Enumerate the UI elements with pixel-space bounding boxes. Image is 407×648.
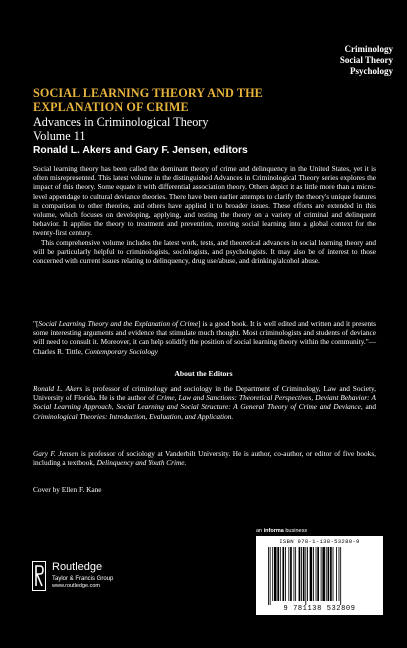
informa-brand: informa — [263, 528, 284, 534]
series-info — [33, 115, 208, 143]
bio-jensen-text-1: is professor of sociology at Vanderbilt University. He is author, co-author, or editor of five books, including a textbook, — [33, 449, 376, 468]
bio-akers-books-1: Crime, Law and Sanctions: Theoretical Perspectives, Deviant Behavior: A Social Learning Approach, Social Learning and Social Structure: A General Theory of Crime and Deviance, — [33, 393, 377, 412]
bio-akers-text-2: and — [362, 402, 376, 412]
bio-akers-text-1: is professor of criminology and sociology in the Department of Criminology, Law and Society, University of Florida. He is the author of — [33, 384, 377, 403]
book-title-line-2: EXPLANATION OF CRIME — [33, 100, 189, 114]
ean-digits: 9 781138 532809 — [283, 605, 356, 613]
bio-jensen — [33, 449, 376, 467]
bio-akers — [33, 384, 376, 421]
informa-prefix: an — [256, 528, 264, 534]
review-open: "[ — [33, 319, 39, 328]
routledge-mark-icon — [32, 561, 46, 591]
bio-jensen-name: Gary F. Jensen — [33, 449, 79, 458]
subject-social-theory: Social Theory — [339, 55, 393, 65]
subject-psychology: Psychology — [349, 66, 393, 76]
barcode-icon — [268, 547, 371, 605]
publisher-url: www.routledge.com — [52, 583, 100, 589]
informa-suffix: business — [283, 528, 308, 534]
bio-akers-books-2: Criminological Theories: Introduction, Evaluation, and Application. — [33, 411, 234, 421]
publisher-name: Routledge — [52, 561, 103, 573]
series-name: Advances in Criminological Theory — [33, 115, 209, 129]
about-editors-heading: About the Editors — [174, 369, 233, 378]
publisher-group: Taylor & Francis Group — [52, 576, 114, 582]
publisher-logo — [32, 561, 162, 595]
bio-jensen-books-1: Delinquency and Youth Crime. — [96, 458, 187, 468]
barcode-area — [256, 536, 383, 615]
editors-line: Ronald L. Akers and Gary F. Jensen, editors — [33, 145, 248, 156]
subject-categories — [340, 44, 393, 77]
cover-credit: Cover by Ellen F. Kane — [33, 485, 102, 494]
volume-number: Volume 11 — [33, 129, 86, 143]
review-book-title: Social Learning Theory and the Explanation of Crime — [38, 319, 199, 328]
isbn-label: ISBN 978-1-138-53280-9 — [279, 538, 360, 545]
bio-akers-name: Ronald L. Akers — [33, 384, 83, 393]
description-paragraph-1: Social learning theory has been called the dominant theory of crime and delinquency in the United States, yet it is often misrepresented. This latest volume in the distinguished Advances in Criminological Theory series explores the impact of this theory. Some equate it with differential association theory. Others depict it as little more than a micro-level appendage to cultural deviance theories. There have been earlier attempts to clarify the theory's unique features in comparison to other theories, and others have applied it to broader issues. These efforts are extended in this volume, which focuses on developing, applying, and testing the theory on a variety of criminal and delinquent behavior. It applies the theory to treatment and prevention, moving social learning into a global context for the twenty-first century. — [33, 164, 376, 238]
subject-criminology: Criminology — [344, 44, 393, 54]
book-title — [33, 86, 373, 114]
book-description — [33, 164, 376, 265]
review-source: Contemporary Sociology — [84, 346, 158, 356]
review-quote — [33, 319, 376, 356]
book-title-line-1: SOCIAL LEARNING THEORY AND THE — [33, 86, 263, 100]
review-text: ] is a good book. It is well edited and written and it presents some interesting arguments and evidence that stimulate much thought. Most criminologists and students of deviance will need to consult it. Moreover, it can help solidify the position of social learning theory within the community."—Charles R. Tittle, — [33, 319, 376, 356]
description-paragraph-2: This comprehensive volume includes the latest work, tests, and theoretical advances in social learning theory and will be particularly helpful to criminologists, sociologists, and psychologists. It may also be of interest to those concerned with current issues relating to delinquency, drug use/abuse, and drinking/alcohol abuse. — [33, 237, 376, 266]
informa-business-line — [256, 528, 307, 535]
